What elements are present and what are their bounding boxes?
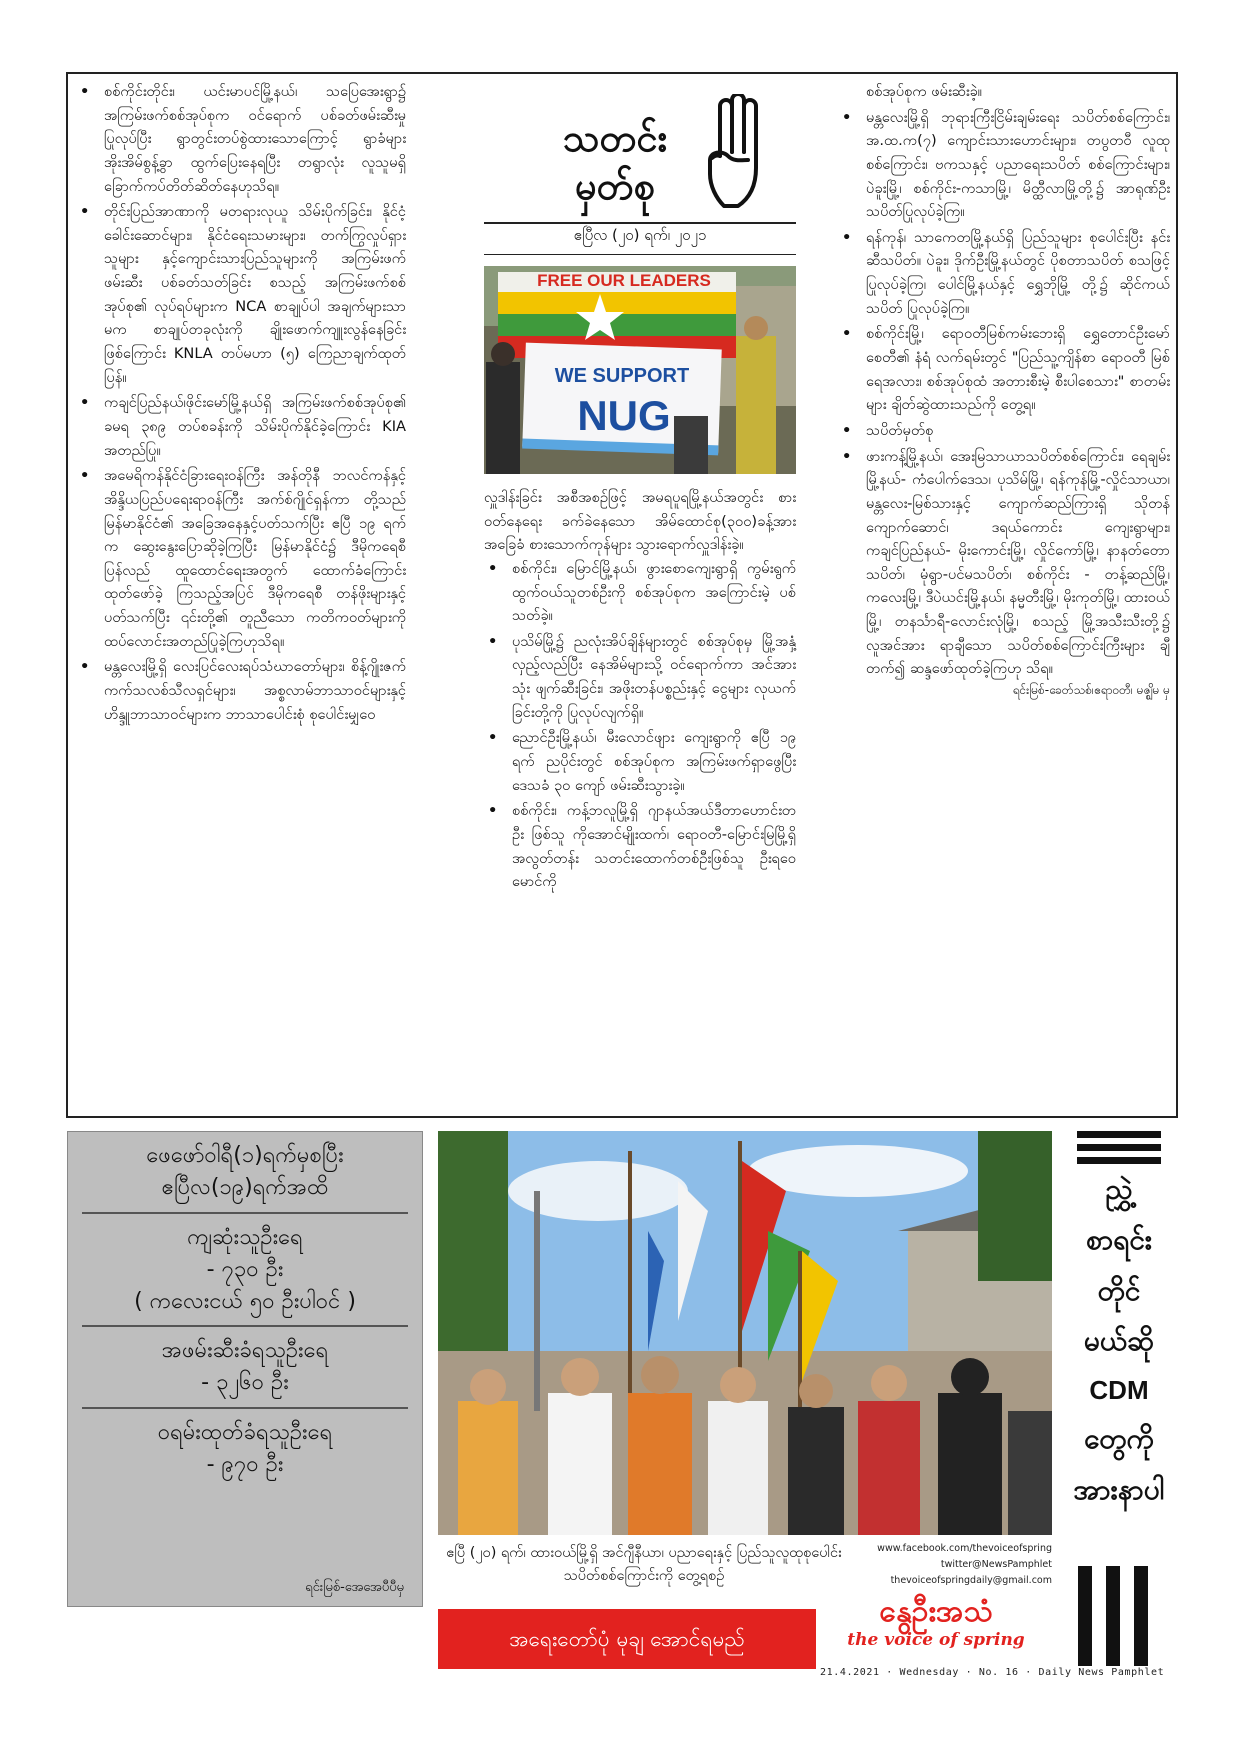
masthead-date: ဧပြီလ (၂၀) ရက်၊ ၂၀၂၁	[573, 226, 707, 244]
stats-deaths: ကျဆုံးသူဦးရေ - ၇၃၀ ဦး ( ကလေးငယ် ၅၀ ဦးပါဝင် )	[134, 1224, 356, 1314]
middle-column	[484, 486, 796, 896]
masthead-rule	[484, 222, 796, 224]
contact-info	[820, 1541, 1052, 1589]
slogan-line: မယ်ဆို	[1083, 1324, 1155, 1358]
slogan-line: တွေကို	[1084, 1422, 1154, 1456]
strike-march-photo	[438, 1131, 1052, 1535]
banner-top-text: FREE OUR LEADERS	[537, 271, 711, 290]
photo-caption: ဧပြီ (၂၀) ရက်၊ ထားဝယ်မြို့ရှိ အင်ဂျီနီယာ၊ ပညာရေးနှင့် ပြည်သူလူထုစုပေါင်းသပိတ်စစ်ကြောင်းကို တွေ့ရစဉ်	[446, 1545, 842, 1585]
issue-dateline: 21.4.2021 · Wednesday · No. 16 · Daily News Pamphlet	[820, 1667, 1165, 1678]
news-item: • စစ်ကိုင်း၊ ကန့်ဘလူမြို့ရှိ ဂျာနယ်အယ်ဒီတာဟောင်းတဦး ဖြစ်သူ ကိုအောင်မျိုးထက်၊ ရောဝတီ-မြောင်းမြမြို့ရှိ အလွတ်တန်း သတင်းထောက်တစ်ဦးဖြစ်သူ ဦးရဝေမောင်ကို	[484, 799, 796, 894]
protest-banner-photo	[484, 266, 796, 474]
slogan-line: CDM	[1089, 1374, 1149, 1405]
cdm-slogan-box	[1058, 1131, 1180, 1601]
slogan-banner: အရေးတော်ပုံ မုချ အောင်ရမည်	[438, 1609, 816, 1669]
masthead	[484, 86, 796, 224]
source-credit: ရင်းမြစ်-ခေတ်သစ်၊ဧရာဝတီ၊ မဇ္ဈိမ မှ	[1012, 683, 1170, 698]
news-item: • စစ်ကိုင်းတိုင်း၊ ယင်းမာပင်မြို့နယ်၊ သပြေအေးရွာ၌ အကြမ်းဖက်စစ်အုပ်စုက ဝင်ရောက် ပစ်ခတ်ဖမ်းဆီးမှုပြုလုပ်ပြီး ရွာတွင်းတပ်စွဲထားသောကြောင့် ရွာခံများ အိုးအိမ်စွန့်ခွာ ထွက်ပြေးနေရပြီး တရွာလုံး လူသူမရှိ ခြောက်ကပ်တိတ်ဆိတ်နေဟုသိရ။	[76, 80, 406, 198]
news-item: • ဖားကန့်မြို့နယ်၊ အေးမြသာယာသပိတ်စစ်ကြောင်း၊ ရေချမ်းမြို့နယ်- ကံပေါက်ဒေသ၊ ပုသိမ်မြို့၊ ရန်ကုန်မြို့-လှိုင်သာယာ၊ မန္တလေး-မြစ်သားနှင့် ကျောက်ဆည်ကြားရှိ သိုတန်ကျောက်ဆောင်၊ ဒရယ်ကောင်း ကျေးရွာများ၊ ကချင်ပြည်နယ်- မိုးကောင်းမြို့၊ လှိုင်ကော်မြို့၊ နာနတ်တောသပိတ်၊ မုံရွာ-ပင်မသပိတ်၊ စစ်ကိုင်း - တန့်ဆည်မြို့၊ ကလေးမြို့၊ ဒီပဲယင်းမြို့နယ်၊ နမ္မတီးမြို့၊ မိုးကုတ်မြို့၊ ထားဝယ်မြို့၊ တနင်္သာရီ-လောင်းလုံမြို့၊ စသည့် မြို့အသီးသီးတို့၌ လူအင်အား ရာချီသော သပိတ်စစ်ကြောင်းကြီးများ ချီတက်၍ ဆန္ဒဖော်ထုတ်ခဲ့ကြဟု သိရ။	[838, 445, 1170, 681]
stats-source: ရင်းမြစ်-အေအေပီပီမှ	[305, 1580, 404, 1595]
news-item: • အမေရိကန်နိုင်ငံခြားရေးဝန်ကြီး အန်တိုနီ ဘလင်ကန်နှင့် အိန္ဒိယပြည်ပရေးရာဝန်ကြီး အက်စ်ဂျိုင်ရှန်ကာ တို့သည် မြန်မာနိုင်ငံ၏ အခြေအနေနှင့်ပတ်သက်ပြီး ဧပြီ ၁၉ ရက်က ဆွေးနွေးပြောဆိုခဲ့ကြပြီး မြန်မာနိုင်ငံ၌ ဒီမိုကရေစီ ပြန်လည် ထူထောင်ရေးအတွက် ထောက်ခံကြောင်း ထုတ်ဖော်ခဲ့ ကြသည့်အပြင် ဒီမိုကရေစီ တန်ဖိုးများနှင့်ပတ်သက်ပြီး ၎င်းတို့၏ တူညီသော ကတိကဝတ်များကို ထပ်လောင်းအတည်ပြုခဲ့ကြဟုသိရ။	[76, 464, 406, 653]
stats-arrested: အဖမ်းဆီးခံရသူဦးရေ - ၃၂၆၀ ဦး	[161, 1338, 329, 1396]
news-item: • တိုင်းပြည်အာဏာကို မတရားလုယူ သိမ်းပိုက်ခြင်း၊ နိုင်ငံ့ခေါင်းဆောင်များ၊ နိုင်ငံရေးသမားများ၊ တက်ကြွလှုပ်ရှားသူများ နှင့်ကျောင်းသားပြည်သူများကို အကြမ်းဖက်ဖမ်းဆီး ပစ်ခတ်သတ်ခြင်း စသည့် အကြမ်းဖက်စစ်အုပ်စု၏ လုပ်ရပ်များက NCA စာချုပ်ပါ အချက်များသာမက စာချုပ်တခုလုံးကို ချိုးဖောက်ကျူးလွန်နေခြင်း ဖြစ်ကြောင်း KNLA တပ်မဟာ (၅) ကြေညာချက်ထုတ်ပြန်။	[76, 200, 406, 389]
twitter-handle[interactable]: twitter@NewsPamphlet	[940, 1559, 1052, 1571]
masthead-title: သတင်း မှတ်စု	[562, 115, 668, 208]
photo-scene	[484, 266, 796, 474]
news-item: • ပုသိမ်မြို့၌ ညလုံးအိပ်ချိန်များတွင် စစ်အုပ်စုမှ မြို့အနှံ့လှည့်လည်ပြီး နေအိမ်များသို့ ဝင်ရောက်ကာ အင်အားသုံး ဖျက်ဆီးခြင်း၊ အဖိုးတန်ပစ္စည်းနှင့် ငွေများ လုယက်ခြင်းတို့ကို ပြုလုပ်လျက်ရှိ။	[484, 630, 796, 725]
slogan-line: အားနာပါ	[1073, 1472, 1165, 1506]
news-item: • ညောင်ဦးမြို့နယ်၊ မီးလောင်ဖျား ကျေးရွာကို ဧပြီ ၁၉ ရက် ညပိုင်းတွင် စစ်အုပ်စုက အကြမ်းဖက်ရှာဖွေပြီး ဒေသခံ ၃၀ ကျော် ဖမ်းဆီးသွားခဲ့။	[484, 726, 796, 797]
news-item: • မန္တလေးမြို့ရှိ လေးပြင်လေးရပ်သံဃာတော်များ၊ စိန့်ဂျိုးဇက်ကက်သလစ်သီလရှင်များ၊ အစ္စလာမ်ဘာသာဝင်များနှင့် ဟိန္ဒူဘာသာဝင်များက ဘာသာပေါင်းစုံ စုပေါင်းမျှဝေ	[76, 655, 406, 726]
left-column	[76, 80, 406, 728]
stats-period: ဖေဖော်ဝါရီ(၁)ရက်မှစပြီး ဧပြီလ(၁၉)ရက်အထိ	[146, 1143, 344, 1200]
decorative-bars	[1077, 1131, 1161, 1164]
banner-bottom-text: WE SUPPORT	[554, 365, 690, 387]
right-column	[838, 80, 1170, 700]
news-item: • စစ်ကိုင်း၊ မြောင်မြို့နယ်၊ ဖွားစောကျေးရွာရှိ ကွမ်းရွက်ထွက်ဝယ်သူတစ်ဦးကို စစ်အုပ်စုက အကြောင်းမဲ့ ပစ်သတ်ခဲ့။	[484, 557, 796, 628]
masthead-rule	[484, 254, 796, 255]
email-address[interactable]: thevoiceofspringdaily@gmail.com	[890, 1575, 1052, 1587]
news-item: • ရန်ကုန်၊ သာကေတမြို့နယ်ရှိ ပြည်သူများ စုပေါင်းပြီး နင်းဆီသပိတ်။ ပဲခူး၊ ဒိုက်ဦးမြို့နယ်တွင် ပိုစတာသပိတ် စသဖြင့် ပြုလုပ်ခဲ့ကြ၊ ပေါင်မြို့နယ်နှင့် ရွှေဘိုမြို့ တို့၌ ဆိုင်ကယ်သပိတ် ပြုလုပ်ခဲ့ကြ။	[838, 226, 1170, 321]
news-subheading: • သပိတ်မှတ်စု	[838, 419, 1170, 443]
news-item: • ကချင်ပြည်နယ်၊ဖိုင်းမော်မြို့နယ်ရှိ အကြမ်းဖက်စစ်အုပ်စု၏ ခမရ ၃၈၉ တပ်စခန်းကို သိမ်းပိုက်နိုင်ခဲ့ကြောင်း KIA အတည်ပြု။	[76, 391, 406, 462]
slogan-line: ညွှဲ့	[1105, 1173, 1133, 1206]
news-item: • စစ်ကိုင်းမြို့၊ ရောဝတီမြစ်ကမ်းဘေးရှိ ရွှေတောင်ဦးမော်စေတီ၏ နံရံ လက်ရမ်းတွင် "ပြည်သူ့ကျိန်စာ ရောဝတီ မြစ်ရေအလား၊ စစ်အုပ်စုထံ အတားစီးမဲ့ စီးပါစေသား" စာတမ်းများ ချိတ်ဆွဲထားသည်ကို တွေ့ရ။	[838, 322, 1170, 417]
stats-warrants: ဝရမ်းထုတ်ခံရသူဦးရေ - ၉၇၀ ဦး	[157, 1420, 333, 1478]
facebook-link[interactable]: www.facebook.com/thevoiceofspring	[877, 1543, 1052, 1554]
logo-english-text: the voice of spring	[847, 1630, 1025, 1650]
three-bars-icon	[1074, 1566, 1154, 1666]
slogan-line: တိုင်	[1097, 1273, 1141, 1307]
three-finger-salute-icon	[690, 94, 788, 214]
photo-scene	[438, 1131, 1052, 1535]
news-item: • မန္တလေးမြို့ရှိ ဘုရားကြီးငြိမ်းချမ်းရေး သပိတ်စစ်ကြောင်း၊ အ.ထ.က(၇) ကျောင်းသားဟောင်းများ၊ တပွတဝီ လူထုစစ်ကြောင်း၊ ဗကသနှင့် ပညာရေးသပိတ် စစ်ကြောင်းများ၊ ပဲခူးမြို့၊ စစ်ကိုင်း-ကသာမြို့၊ မိတ္ထီလာမြို့တို့၌ အာရုဏ်ဦး သပိတ်ပြုလုပ်ခဲ့ကြ။	[838, 106, 1170, 224]
slogan-line: စာရင်း	[1086, 1223, 1152, 1257]
banner-nug-text: NUG	[577, 392, 671, 439]
publication-logo	[820, 1594, 1052, 1654]
casualty-stats-box	[67, 1131, 423, 1607]
logo-myanmar-text: နွေဦးအသံ	[879, 1594, 993, 1629]
news-continuation: လှူဒါန်းခြင်း အစီအစဉ်ဖြင့် အမရပူရမြို့နယ်အတွင်း စားဝတ်နေရေး ခက်ခဲနေသော အိမ်ထောင်စု(၃၀၀)ခန့်အား အခြေခံ စားသောက်ကုန်များ သွားရောက်လှူဒါန်းခဲ့။	[484, 489, 796, 554]
news-continuation: စစ်အုပ်စုက ဖမ်းဆီးခဲ့။	[866, 83, 983, 100]
